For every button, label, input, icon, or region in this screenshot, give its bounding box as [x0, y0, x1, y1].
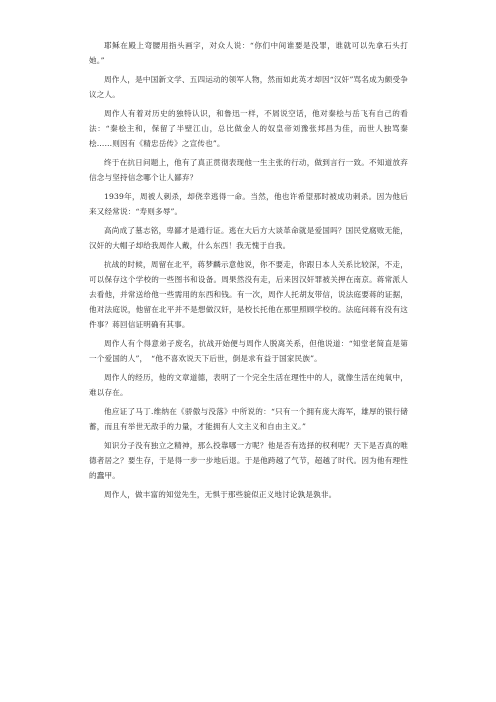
- paragraph: 知识分子没有独立之精神，那么投靠哪一方呢？他是否有选择的权利呢？天下是否真的唯德者居之？要生存，于是得一步一步地后退。于是他跨越了气节，超越了时代。因为他有理性的蠢甲。: [89, 441, 408, 480]
- paragraph: 周作人有个得意弟子废名，抗战开始便与周作人脱离关系，但他说道：“知堂老简直是第一个爱国的人”， “他不喜欢说天下后世，倒是求有益于国家民族”。: [89, 339, 408, 363]
- paragraph: 高尚成了墓志铭，卑鄙才是通行证。逃在大后方大谈革命就是爱国吗？国民党腐败无能，汉奸的大帽子却给我周作人戴，什么东西！我无愧于自我。: [89, 226, 408, 250]
- paragraph: 耶稣在殿上弯腰用指头画字，对众人说：“你们中间谁要是没罪，谁就可以先拿石头打她。”: [89, 41, 408, 65]
- paragraph: 1939年，周被人刺杀，却侥幸逃得一命。当然，他也许希望那时被成功刺杀。因为他后来又经常说：“寿则多辱”。: [89, 192, 408, 216]
- paragraph: 周作人，是中国新文学、五四运动的领军人物，然而如此英才却因“汉奸”骂名成为颇受争议之人。: [89, 75, 408, 99]
- paragraph: 周作人有着对历史的独特认识，和鲁迅一样，不屑说空话，他对秦桧与岳飞有自己的看法：“秦桧主和，保留了半壁江山，总比做金人的奴皇帝刘豫张邦昌为佳，而世人独骂秦桧……则因有《精忠岳传》之宣传也”。: [89, 109, 408, 148]
- paragraph: 抗战的时候，周留在北平，蒋梦麟示意他说，你不要走，你跟日本人关系比较深，不走，可以保存这个学校的一些图书和设备。周果然没有走，后来因汉奸罪被关押在南京。蒋常派人去看他，并常送给他一些需用的东西和钱。有一次，周作人托胡友带信，说法庭要蒋的证据，他对法庭说，他留在北平并不是想做汉奸，是校长托他在那里照顾学校的。法庭问蒋有没有这件事？蒋回信证明确有其事。: [89, 260, 408, 329]
- paragraph: 周作人，做丰富的知觉先生，无惧于那些貌似正义地讨论孰是孰非。: [104, 490, 337, 499]
- paragraph: 终于在抗日问题上，他有了真正贯彻表现他一生主张的行动，做到言行一致。不知道放弃信念与坚持信念哪个让人鄙弃？: [89, 158, 408, 182]
- paragraph: 他应证了马丁.维纳在《骄傲与没落》中所说的：“只有一个拥有庞大海军，雄厚的银行储蓄，而且有举世无敌手的力量，才能拥有人文主义和自由主义。”: [89, 407, 408, 431]
- paragraph: 周作人的经历，他的文章道德，表明了一个完全生活在理性中的人，就像生活在纯氧中，难以存在。: [89, 373, 408, 397]
- document-body: [89, 38, 408, 506]
